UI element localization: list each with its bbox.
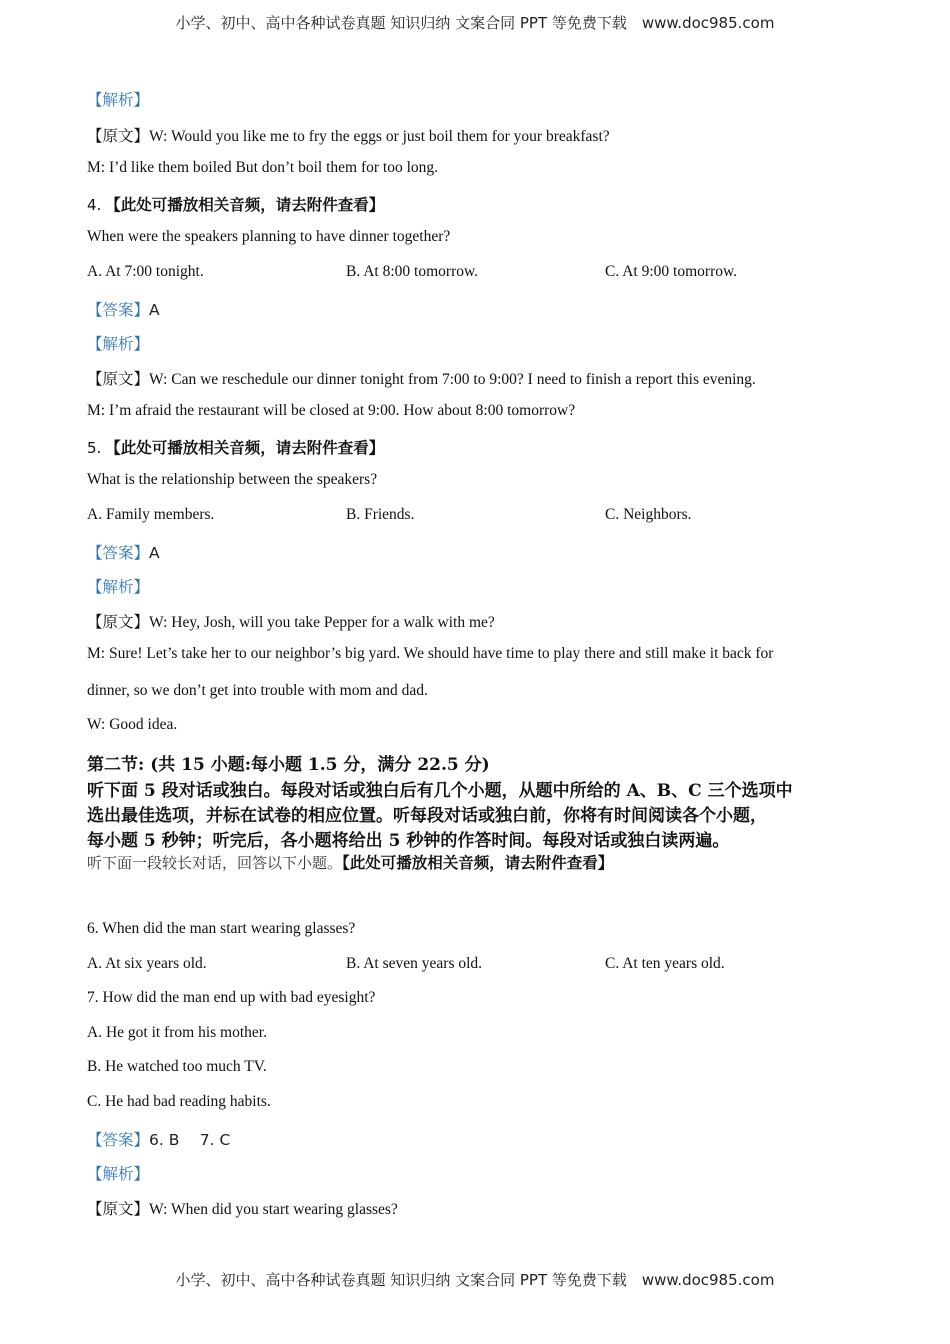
q6-option-a: A. At six years old. — [87, 955, 207, 972]
page-header: 小学、初中、高中各种试卷真题 知识归纳 文案合同 PPT 等免费下载 www.doc985.com — [175, 14, 775, 32]
q4-heading: 4. 【此处可播放相关音频，请去附件查看】 — [87, 196, 385, 214]
q5-option-b: B. Friends. — [346, 506, 415, 523]
q6-option-c: C. At ten years old. — [605, 955, 725, 972]
section-instr-3: 每小题 5 秒钟；听完后，各小题将给出 5 秒钟的作答时间。每段对话或独白读两遍。 — [87, 831, 730, 851]
q7-option-b: B. He watched too much TV. — [87, 1058, 267, 1075]
q67-original-w: 【原文】W: When did you start wearing glasses? — [87, 1200, 398, 1218]
q6-option-b: B. At seven years old. — [346, 955, 483, 972]
q7-option-c: C. He had bad reading habits. — [87, 1093, 271, 1110]
q67-analysis-label: 【解析】 — [87, 1165, 150, 1183]
q67-answer: 【答案】6. B 7. C — [87, 1131, 231, 1149]
q5-original-m2: dinner, so we don’t get into trouble with mom and dad. — [87, 682, 428, 699]
q5-original-w: 【原文】W: Hey, Josh, will you take Pepper for a walk with me? — [87, 613, 495, 631]
q4-option-b: B. At 8:00 tomorrow. — [346, 263, 479, 280]
audio-link[interactable]: 【此处可播放相关音频，请去附件查看】 — [342, 854, 614, 872]
q4-original-w: 【原文】W: Can we reschedule our dinner tonight from 7:00 to 9:00? I need to finish a report this evening. — [87, 370, 756, 388]
q5-analysis-label: 【解析】 — [87, 578, 150, 596]
q4-option-c: C. At 9:00 tomorrow. — [605, 263, 738, 280]
audio-link[interactable]: 【此处可播放相关音频，请去附件查看】 — [105, 196, 385, 214]
q6-question: 6. When did the man start wearing glasses? — [87, 920, 356, 937]
listen-instruction: 听下面一段较长对话，回答以下小题。【此处可播放相关音频，请去附件查看】 — [87, 854, 614, 872]
q4-analysis-label: 【解析】 — [87, 335, 150, 353]
q4-original-m: M: I’m afraid the restaurant will be closed at 9:00. How about 8:00 tomorrow? — [87, 402, 576, 419]
analysis-label: 【解析】 — [87, 91, 150, 109]
q4-question: When were the speakers planning to have dinner together? — [87, 228, 451, 245]
q7-option-a: A. He got it from his mother. — [87, 1024, 267, 1041]
q7-question: 7. How did the man end up with bad eyesight? — [87, 989, 376, 1006]
q5-option-a: A. Family members. — [87, 506, 215, 523]
page-footer: 小学、初中、高中各种试卷真题 知识归纳 文案合同 PPT 等免费下载 www.doc985.com — [175, 1271, 775, 1289]
audio-link[interactable]: 【此处可播放相关音频，请去附件查看】 — [105, 439, 385, 457]
q4-answer: 【答案】A — [87, 301, 160, 319]
q5-original-w2: W: Good idea. — [87, 716, 178, 733]
q3-original-m: M: I’d like them boiled But don’t boil them for too long. — [87, 159, 439, 176]
q5-answer: 【答案】A — [87, 544, 160, 562]
q5-option-c: C. Neighbors. — [605, 506, 692, 523]
q5-question: What is the relationship between the speakers? — [87, 471, 378, 488]
q5-original-m1: M: Sure! Let’s take her to our neighbor’s big yard. We should have time to play there and still make it back for — [87, 645, 774, 662]
section-title: 第二节: (共 15 小题:每小题 1.5 分，满分 22.5 分) — [87, 755, 490, 775]
q5-heading: 5. 【此处可播放相关音频，请去附件查看】 — [87, 439, 385, 457]
q4-option-a: A. At 7:00 tonight. — [87, 263, 204, 280]
q3-original-w: 【原文】W: Would you like me to fry the eggs or just boil them for your breakfast? — [87, 127, 610, 145]
section-instr-2: 选出最佳选项，并标在试卷的相应位置。听每段对话或独白前，你将有时间阅读各个小题， — [87, 806, 767, 826]
section-instr-1: 听下面 5 段对话或独白。每段对话或独白后有几个小题，从题中所给的 A、B、C 三个选项中 — [87, 781, 793, 801]
